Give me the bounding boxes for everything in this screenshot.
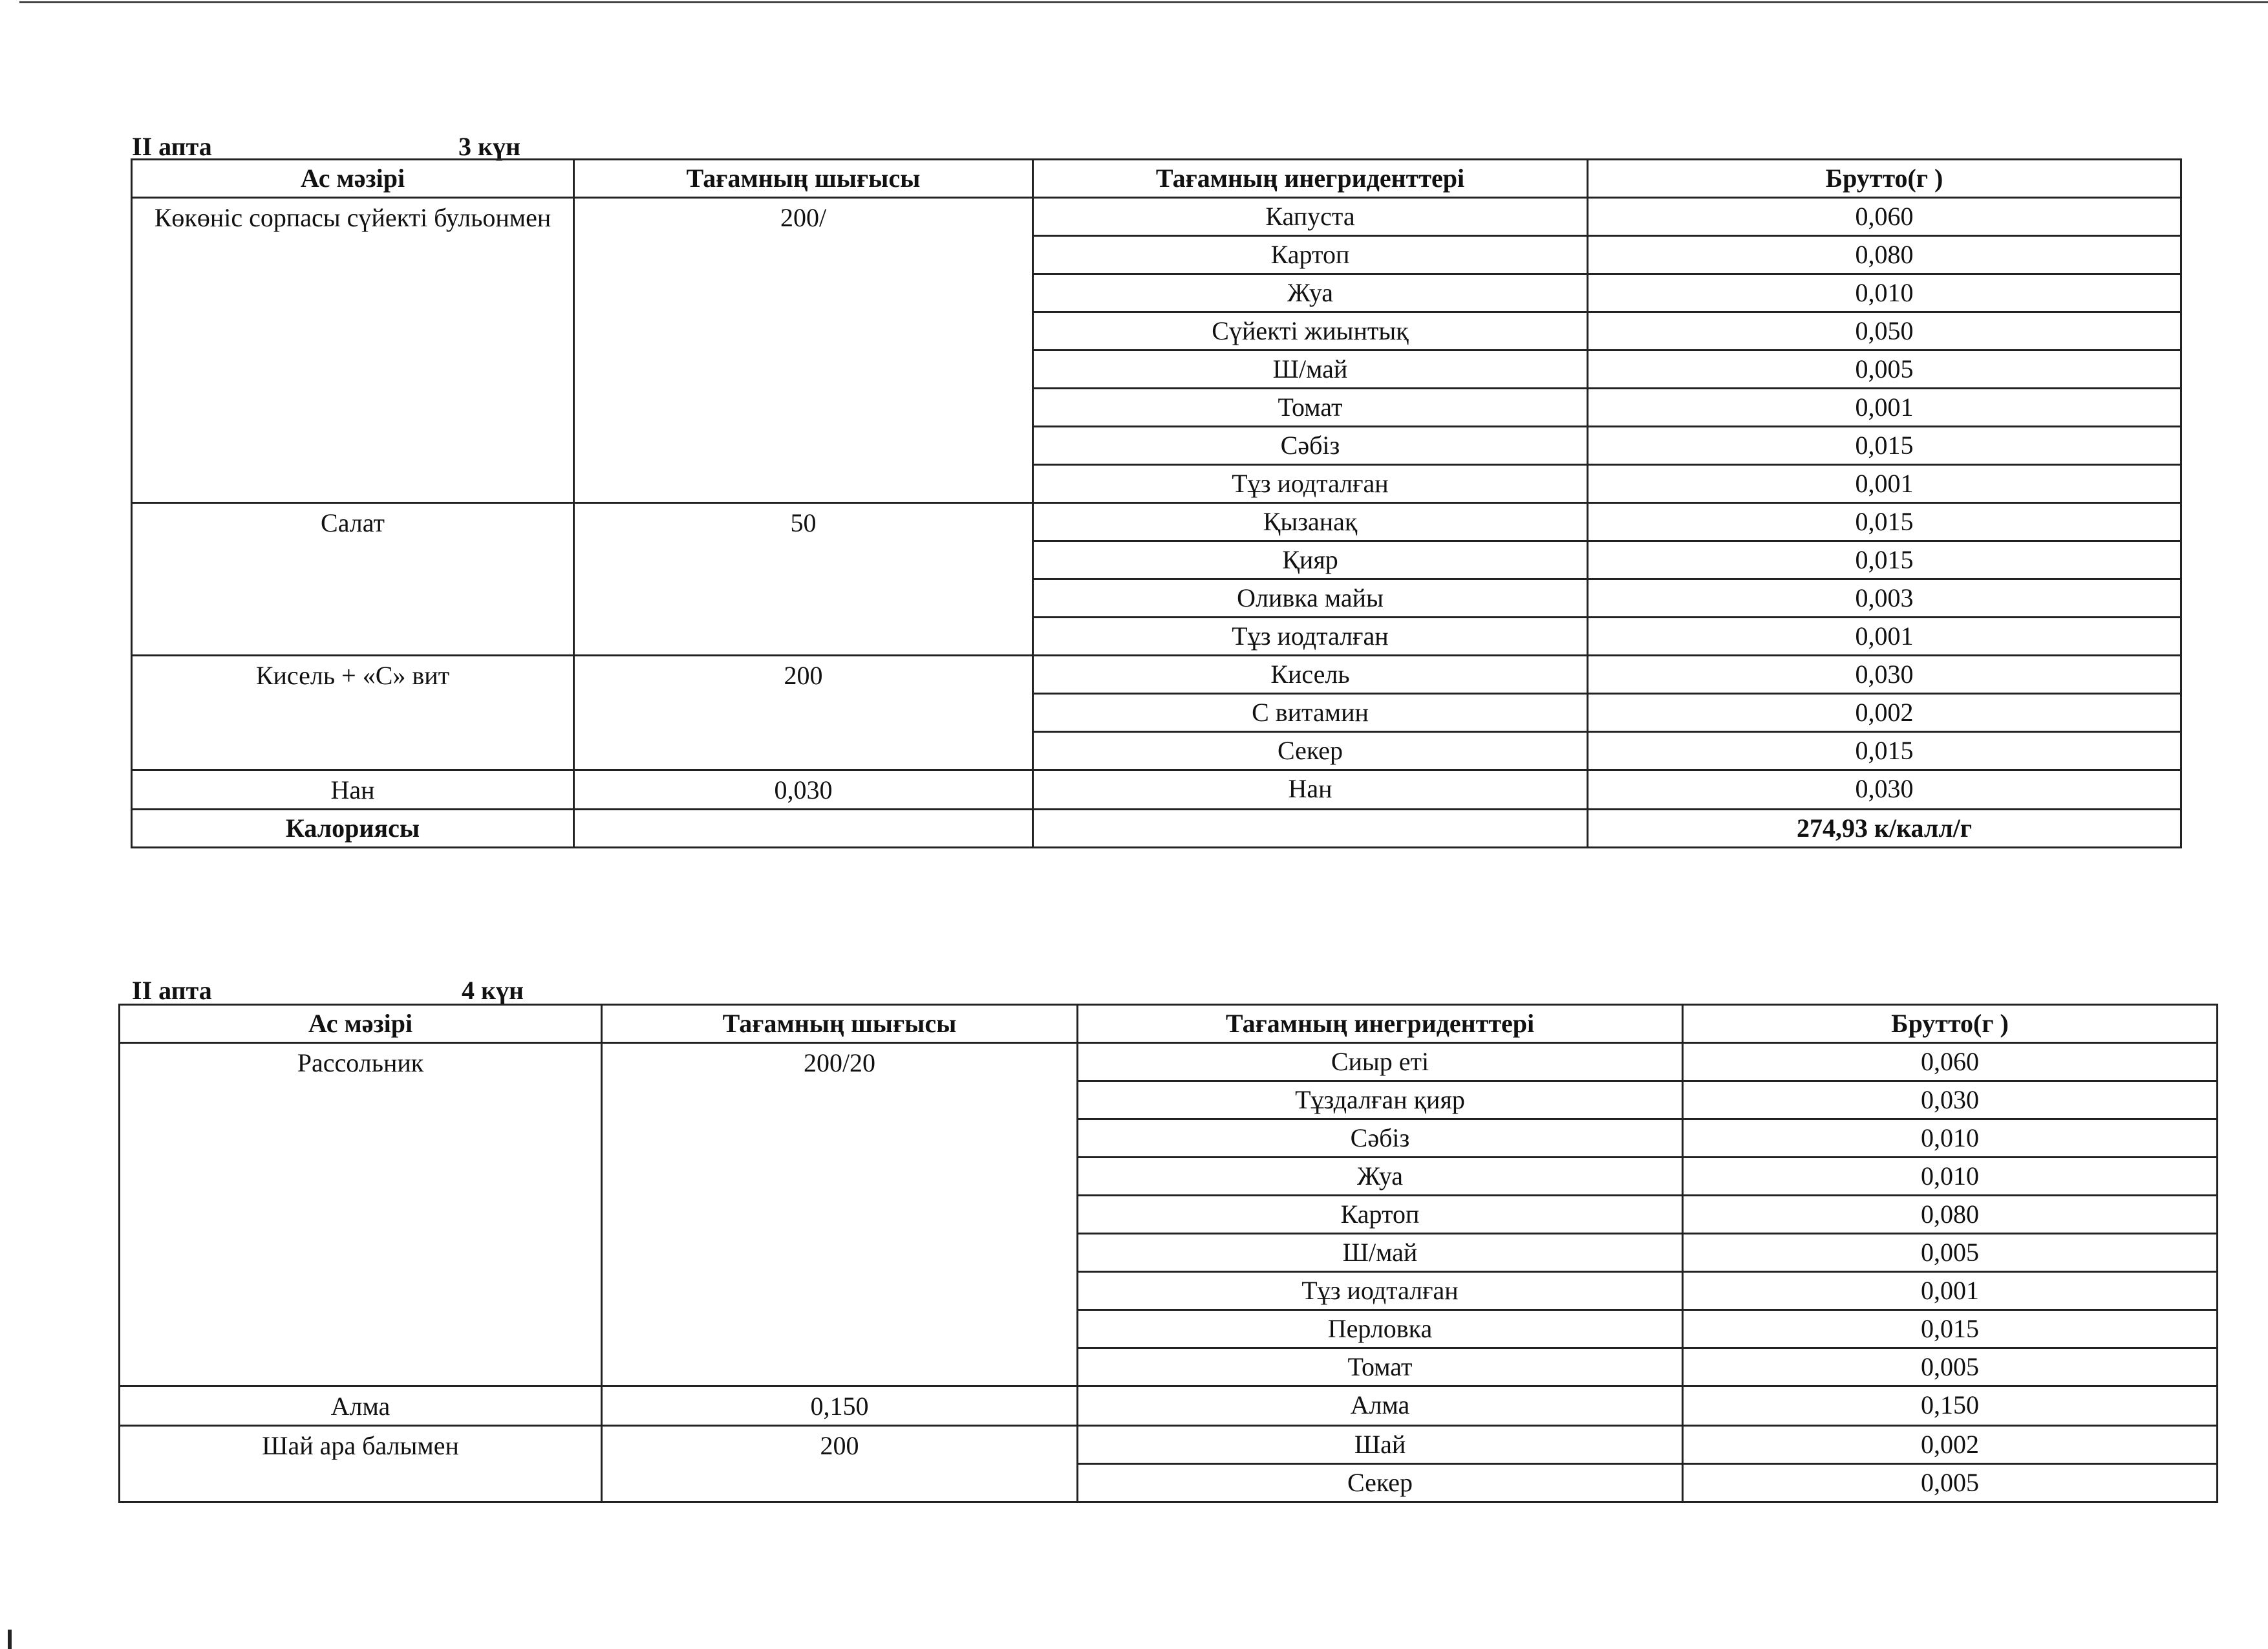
ingredient-name: Тұз иодталған xyxy=(1033,465,1588,503)
dish-yield: 200/20 xyxy=(602,1043,1078,1386)
ingredient-name: Оливка майы xyxy=(1033,579,1588,618)
ingredient-gross: 0,030 xyxy=(1588,656,2181,694)
ingredient-gross: 0,002 xyxy=(1683,1426,2218,1464)
ingredient-gross: 0,001 xyxy=(1683,1272,2218,1310)
ingredient-name: Картоп xyxy=(1078,1196,1683,1234)
ingredient-name: С витамин xyxy=(1033,694,1588,732)
ingredient-gross: 0,002 xyxy=(1588,694,2181,732)
ingredient-gross: 0,015 xyxy=(1588,503,2181,541)
ingredient-name: Секер xyxy=(1033,732,1588,770)
dish-name: Салат xyxy=(132,503,574,656)
section-1-header xyxy=(132,131,521,162)
dish-name: Алма xyxy=(120,1386,602,1426)
yield-header: Тағамның шығысы xyxy=(574,160,1033,198)
ingredient-name: Перловка xyxy=(1078,1310,1683,1348)
ingredient-gross: 0,001 xyxy=(1588,618,2181,656)
ingredient-name: Капуста xyxy=(1033,198,1588,236)
ingredient-name: Тұз иодталған xyxy=(1033,618,1588,656)
calories-value: 274,93 к/калл/г xyxy=(1588,810,2181,848)
ingredient-gross: 0,030 xyxy=(1683,1081,2218,1119)
gross-header: Брутто(г ) xyxy=(1588,160,2181,198)
table-row xyxy=(120,1386,2218,1426)
ingredient-name: Қияр xyxy=(1033,541,1588,579)
dish-yield: 200/ xyxy=(574,198,1033,503)
ingredient-gross: 0,080 xyxy=(1683,1196,2218,1234)
section-1-day: 3 күн xyxy=(458,132,521,161)
ingredient-name: Томат xyxy=(1033,389,1588,427)
table-row xyxy=(120,1043,2218,1081)
ingredient-gross: 0,005 xyxy=(1683,1348,2218,1386)
ingredients-header: Тағамның инегриденттері xyxy=(1033,160,1588,198)
ingredient-name: Жуа xyxy=(1078,1158,1683,1196)
table-row xyxy=(132,198,2181,236)
table-row xyxy=(132,503,2181,541)
ingredient-name: Тұз иодталған xyxy=(1078,1272,1683,1310)
menu-table-body xyxy=(132,160,2181,848)
ingredient-name: Алма xyxy=(1078,1386,1683,1426)
ingredient-gross: 0,050 xyxy=(1588,312,2181,350)
ingredient-name: Ш/май xyxy=(1078,1234,1683,1272)
section-2-header xyxy=(132,975,524,1006)
dish-yield: 200 xyxy=(602,1426,1078,1502)
ingredient-name: Қызанақ xyxy=(1033,503,1588,541)
dish-yield: 200 xyxy=(574,656,1033,770)
empty-cell xyxy=(1033,810,1588,848)
ingredient-gross: 0,015 xyxy=(1683,1310,2218,1348)
dish-name: Шай ара балымен xyxy=(120,1426,602,1502)
ingredient-name: Жуа xyxy=(1033,274,1588,312)
ingredient-gross: 0,030 xyxy=(1588,770,2181,810)
menu-header: Ас мәзірі xyxy=(132,160,574,198)
ingredient-gross: 0,010 xyxy=(1683,1119,2218,1158)
dish-yield: 50 xyxy=(574,503,1033,656)
ingredients-header: Тағамның инегриденттері xyxy=(1078,1005,1683,1043)
ingredient-gross: 0,060 xyxy=(1683,1043,2218,1081)
ingredient-gross: 0,010 xyxy=(1683,1158,2218,1196)
ingredient-name: Сәбіз xyxy=(1078,1119,1683,1158)
ingredient-name: Ш/май xyxy=(1033,350,1588,389)
ingredient-gross: 0,010 xyxy=(1588,274,2181,312)
header-row xyxy=(120,1005,2218,1043)
empty-cell xyxy=(574,810,1033,848)
header-row xyxy=(132,160,2181,198)
ingredient-name: Шай xyxy=(1078,1426,1683,1464)
menu-header: Ас мәзірі xyxy=(120,1005,602,1043)
table-row xyxy=(120,1426,2218,1464)
calories-label: Калориясы xyxy=(132,810,574,848)
menu-table-day-3 xyxy=(131,158,2182,848)
top-scan-border xyxy=(19,1,2268,3)
ingredient-name: Сәбіз xyxy=(1033,427,1588,465)
section-2-week: II апта xyxy=(132,976,212,1005)
ingredient-gross: 0,005 xyxy=(1683,1464,2218,1502)
ingredient-name: Секер xyxy=(1078,1464,1683,1502)
section-2-day: 4 күн xyxy=(462,976,524,1005)
ingredient-gross: 0,080 xyxy=(1588,236,2181,274)
dish-name: Көкөніс сорпасы сүйекті бульонмен xyxy=(132,198,574,503)
table-row xyxy=(132,770,2181,810)
dish-name: Кисель + «С» вит xyxy=(132,656,574,770)
ingredient-gross: 0,005 xyxy=(1683,1234,2218,1272)
dish-name: Рассольник xyxy=(120,1043,602,1386)
ingredient-name: Нан xyxy=(1033,770,1588,810)
yield-header: Тағамның шығысы xyxy=(602,1005,1078,1043)
ingredient-gross: 0,015 xyxy=(1588,732,2181,770)
ingredient-gross: 0,015 xyxy=(1588,427,2181,465)
calories-row xyxy=(132,810,2181,848)
dish-yield: 0,150 xyxy=(602,1386,1078,1426)
menu-table-body xyxy=(120,1005,2218,1502)
gross-header: Брутто(г ) xyxy=(1683,1005,2218,1043)
ingredient-gross: 0,003 xyxy=(1588,579,2181,618)
ingredient-name: Томат xyxy=(1078,1348,1683,1386)
scan-edge-mark xyxy=(8,1630,12,1649)
ingredient-gross: 0,001 xyxy=(1588,465,2181,503)
ingredient-gross: 0,150 xyxy=(1683,1386,2218,1426)
ingredient-name: Кисель xyxy=(1033,656,1588,694)
dish-yield: 0,030 xyxy=(574,770,1033,810)
ingredient-name: Сиыр еті xyxy=(1078,1043,1683,1081)
ingredient-gross: 0,060 xyxy=(1588,198,2181,236)
ingredient-name: Картоп xyxy=(1033,236,1588,274)
dish-name: Нан xyxy=(132,770,574,810)
ingredient-gross: 0,005 xyxy=(1588,350,2181,389)
section-1-week: II апта xyxy=(132,132,212,161)
ingredient-name: Сүйекті жиынтық xyxy=(1033,312,1588,350)
menu-table-day-4 xyxy=(118,1004,2218,1503)
ingredient-gross: 0,001 xyxy=(1588,389,2181,427)
table-row xyxy=(132,656,2181,694)
ingredient-gross: 0,015 xyxy=(1588,541,2181,579)
ingredient-name: Тұздалған қияр xyxy=(1078,1081,1683,1119)
